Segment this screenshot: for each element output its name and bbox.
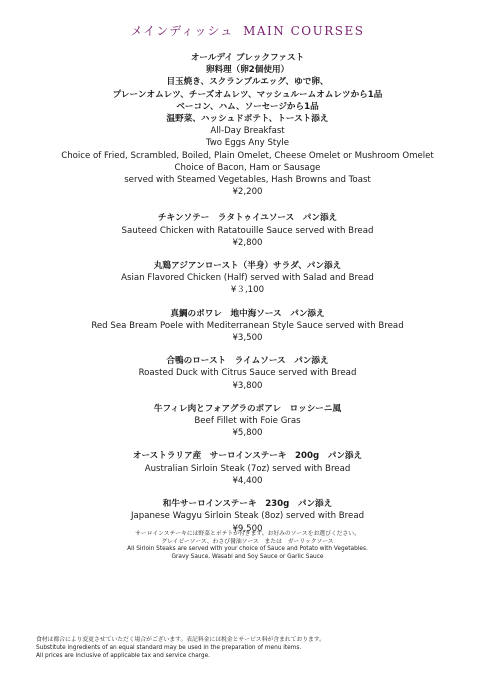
item-en: Sauteed Chicken with Ratatouille Sauce served with Bread: [121, 225, 374, 236]
item-price: ¥３,100: [230, 285, 265, 296]
item-en: Asian Flavored Chicken (Half) served with Salad and Bread: [121, 273, 374, 284]
title-jp: メインディッシュ: [130, 24, 234, 38]
item-en-line: Two Eggs Any Style: [205, 138, 290, 149]
item-jp-line: プレーンオムレツ、チーズオムレツ、マッシュルームオムレツから1品: [112, 89, 383, 100]
item-price: ¥3,800: [232, 380, 263, 391]
item-jp: オーストラリア産 サーロインステーキ 200g パン添え: [132, 451, 363, 462]
note-line: グレイビーソース、わさび醤油ソース または ガーリックソース: [161, 538, 334, 545]
item-jp: 丸鶏アジアンロースト（半身）サラダ、パン添え: [153, 261, 342, 272]
item-price: ¥4,400: [232, 475, 263, 486]
item-jp-line: オールデイ ブレックファスト: [190, 53, 305, 63]
item-en-line: Choice of Fried, Scrambled, Boiled, Plain Omelet, Cheese Omelet or Mushroom Omelet: [61, 150, 434, 161]
note-line: All Sirloin Steaks are served with your choice of Sauce and Potato with Vegetables.: [127, 546, 368, 552]
footer-line: 食材は都合により変更させていただく場合がございます。表記料金には税金とサービス料が含まれております。: [36, 637, 325, 643]
item-en: Australian Sirloin Steak (7oz) served with Bread: [144, 463, 351, 474]
menu-item: [0, 308, 495, 345]
menu-item: [0, 355, 495, 392]
menu-item-breakfast: [0, 52, 495, 198]
item-en-line: Choice of Bacon, Ham or Sausage: [174, 162, 321, 173]
item-en: Beef Fillet with Foie Gras: [194, 416, 301, 427]
footer-line: Substitute ingredients of an equal standard may be used in the preparation of menu items.: [36, 645, 302, 651]
item-jp-line: 卵料理（卵2個使用）: [205, 65, 290, 76]
title-en: MAIN COURSES: [243, 24, 365, 38]
footer-line: All prices are inclusive of applicable tax and service charge.: [36, 653, 211, 659]
item-jp-line: ベーコン、ハム、ソーセージから1品: [176, 101, 319, 112]
menu-item: [0, 212, 495, 249]
item-jp-line: 目玉焼き、スクランブルエッグ、ゆで卵、: [166, 77, 329, 88]
menu-item: [0, 498, 495, 535]
item-en-line: served with Steamed Vegetables, Hash Browns and Toast: [124, 175, 371, 186]
footer-notes: [36, 636, 476, 660]
item-jp: 和牛サーロインステーキ 230g パン添え: [162, 499, 333, 510]
page-title: [0, 22, 495, 39]
sirloin-note: [0, 531, 495, 561]
item-jp: 合鴨のロースト ライムソース パン添え: [166, 356, 329, 367]
menu-item: [0, 450, 495, 487]
item-en-line: All-Day Breakfast: [210, 126, 285, 137]
menu-list: [0, 52, 495, 546]
item-jp: 真鯛のポワレ 地中海ソース パン添え: [170, 308, 325, 319]
item-en: Red Sea Bream Poele with Mediterranean Style Sauce served with Bread: [91, 320, 404, 331]
item-price: ¥5,800: [232, 428, 263, 439]
item-jp: チキンソテー ラタトゥイユソース パン添え: [157, 213, 338, 224]
item-jp-line: 温野菜、ハッシュドポテト、トースト添え: [166, 114, 329, 125]
note-line: Gravy Sauce, Wasabi and Soy Sauce or Garlic Sauce: [171, 553, 324, 560]
item-price: ¥9,500: [232, 523, 263, 534]
note-line: サーロインステーキには野菜とポテトが付きます。お好みのソースをお選びください。: [135, 531, 360, 537]
menu-item: [0, 260, 495, 297]
item-en: Japanese Wagyu Sirloin Steak (8oz) served with Bread: [130, 511, 365, 522]
item-price: ¥2,200: [232, 187, 263, 198]
item-price: ¥3,500: [232, 333, 263, 344]
item-en: Roasted Duck with Citrus Sauce served with Bread: [138, 368, 357, 379]
item-jp: 牛フィレ肉とフォアグラのポアレ ロッシーニ風: [153, 403, 342, 414]
item-price: ¥2,800: [232, 237, 263, 248]
menu-item: [0, 403, 495, 440]
